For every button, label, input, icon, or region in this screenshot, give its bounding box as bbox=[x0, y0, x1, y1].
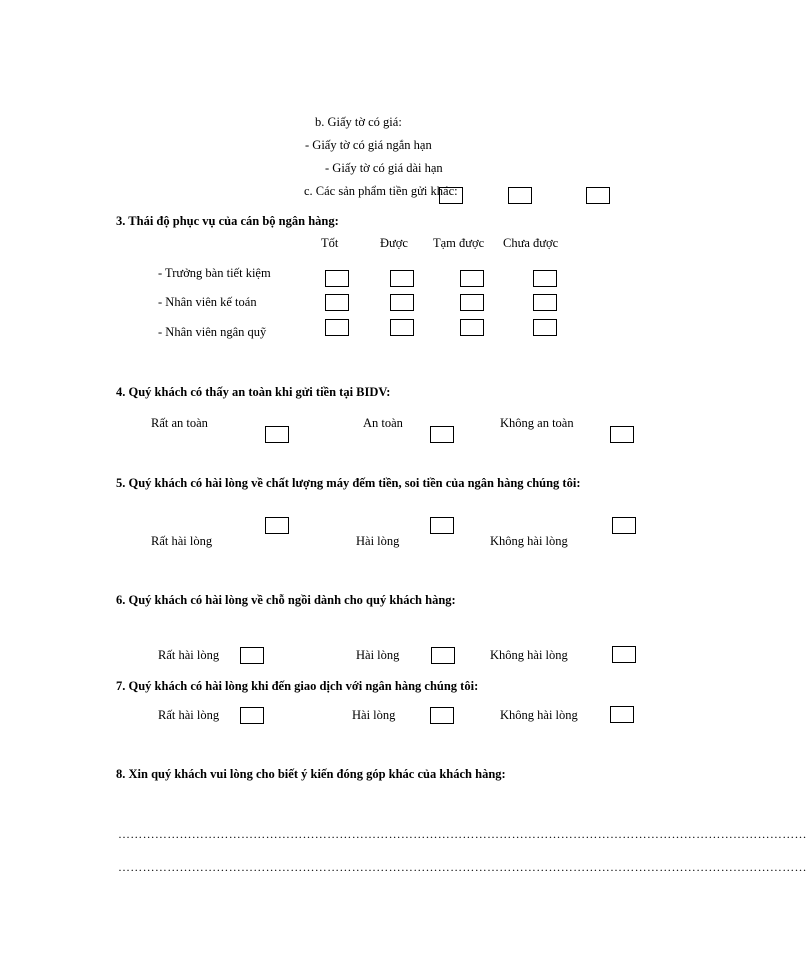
q3-col-fair: Tạm được bbox=[433, 236, 485, 250]
q6-option-satisfied: Hài lòng bbox=[356, 648, 400, 662]
q3-accountant-fair-checkbox[interactable] bbox=[460, 294, 484, 311]
q4-option-very-safe: Rất an toàn bbox=[151, 416, 208, 430]
q3-cashier-ok-checkbox[interactable] bbox=[390, 319, 414, 336]
q7-option-satisfied: Hài lòng bbox=[352, 708, 396, 722]
q6-not-satisfied-checkbox[interactable] bbox=[612, 646, 636, 663]
q5-option-very-satisfied: Rất hài lòng bbox=[151, 534, 213, 548]
q3-accountant-ok-checkbox[interactable] bbox=[390, 294, 414, 311]
feedback-line-1[interactable]: …………………………………………………………………………………………………………………………………………………… bbox=[118, 827, 807, 841]
q3-col-ok: Được bbox=[380, 236, 408, 250]
q7-option-very-satisfied: Rất hài lòng bbox=[158, 708, 220, 722]
q6-satisfied-checkbox[interactable] bbox=[431, 647, 455, 664]
feedback-line-2[interactable]: …………………………………………………………………………………………………………………………………………………… bbox=[118, 860, 807, 874]
q7-title: 7. Quý khách có hài lòng khi đến giao dịch với ngân hàng chúng tôi: bbox=[116, 679, 479, 693]
q3-accountant-poor-checkbox[interactable] bbox=[533, 294, 557, 311]
q5-title: 5. Quý khách có hài lòng về chất lượng máy đếm tiền, soi tiền của ngân hàng chúng tôi: bbox=[116, 476, 581, 490]
q5-very-satisfied-checkbox[interactable] bbox=[265, 517, 289, 534]
q7-option-not-satisfied: Không hài lòng bbox=[500, 708, 578, 722]
q3-savings-head-poor-checkbox[interactable] bbox=[533, 270, 557, 287]
q6-title: 6. Quý khách có hài lòng về chỗ ngồi dành cho quý khách hàng: bbox=[116, 593, 456, 607]
q3-col-poor: Chưa được bbox=[503, 236, 559, 250]
q7-not-satisfied-checkbox[interactable] bbox=[610, 706, 634, 723]
q4-option-not-safe: Không an toàn bbox=[500, 416, 574, 430]
q6-very-satisfied-checkbox[interactable] bbox=[240, 647, 264, 664]
q4-option-safe: An toàn bbox=[363, 416, 403, 430]
other-products-checkbox-2[interactable] bbox=[508, 187, 532, 204]
q4-title: 4. Quý khách có thấy an toàn khi gửi tiền tại BIDV: bbox=[116, 385, 391, 399]
section-b-title: b. Giấy tờ có giá: bbox=[315, 115, 402, 129]
q3-row-accountant: - Nhân viên kế toán bbox=[158, 295, 257, 309]
q6-option-not-satisfied: Không hài lòng bbox=[490, 648, 568, 662]
q4-safe-checkbox[interactable] bbox=[430, 426, 454, 443]
q5-option-not-satisfied: Không hài lòng bbox=[490, 534, 568, 548]
q8-title: 8. Xin quý khách vui lòng cho biết ý kiến đóng góp khác của khách hàng: bbox=[116, 767, 506, 781]
q3-row-savings-head: - Trưởng bàn tiết kiệm bbox=[158, 266, 271, 280]
q3-savings-head-good-checkbox[interactable] bbox=[325, 270, 349, 287]
q3-savings-head-fair-checkbox[interactable] bbox=[460, 270, 484, 287]
q3-col-good: Tốt bbox=[321, 236, 339, 250]
q3-accountant-good-checkbox[interactable] bbox=[325, 294, 349, 311]
q3-cashier-fair-checkbox[interactable] bbox=[460, 319, 484, 336]
short-term-papers-label: - Giấy tờ có giá ngắn hạn bbox=[305, 138, 432, 152]
long-term-papers-label: - Giấy tờ có giá dài hạn bbox=[325, 161, 443, 175]
q4-not-safe-checkbox[interactable] bbox=[610, 426, 634, 443]
other-products-checkbox-1[interactable] bbox=[439, 187, 463, 204]
q5-not-satisfied-checkbox[interactable] bbox=[612, 517, 636, 534]
q5-option-satisfied: Hài lòng bbox=[356, 534, 400, 548]
q6-option-very-satisfied: Rất hài lòng bbox=[158, 648, 220, 662]
other-products-checkbox-3[interactable] bbox=[586, 187, 610, 204]
q3-cashier-good-checkbox[interactable] bbox=[325, 319, 349, 336]
other-deposit-products-label: c. Các sản phẩm tiền gửi khác: bbox=[304, 184, 458, 198]
q3-row-cashier: - Nhân viên ngân quỹ bbox=[158, 325, 267, 339]
q3-title: 3. Thái độ phục vụ của cán bộ ngân hàng: bbox=[116, 214, 339, 228]
q3-cashier-poor-checkbox[interactable] bbox=[533, 319, 557, 336]
q4-very-safe-checkbox[interactable] bbox=[265, 426, 289, 443]
q5-satisfied-checkbox[interactable] bbox=[430, 517, 454, 534]
q7-satisfied-checkbox[interactable] bbox=[430, 707, 454, 724]
q7-very-satisfied-checkbox[interactable] bbox=[240, 707, 264, 724]
q3-savings-head-ok-checkbox[interactable] bbox=[390, 270, 414, 287]
